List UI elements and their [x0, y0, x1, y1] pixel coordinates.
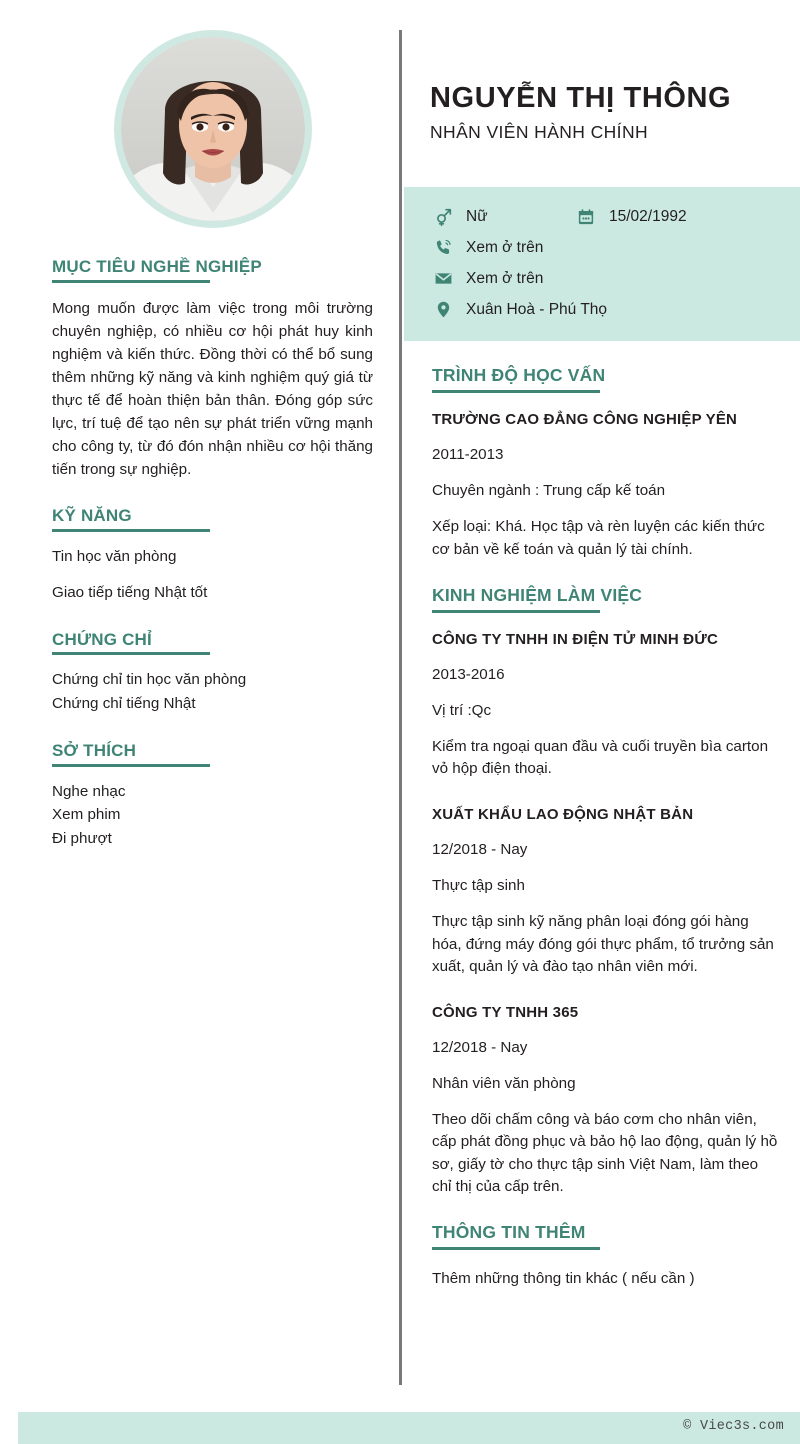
experience-period: 2013-2016	[432, 665, 505, 683]
section-interests-heading: SỞ THÍCH	[52, 741, 137, 760]
contact-birthdate	[575, 208, 687, 226]
experience-period: 12/2018 - Nay	[432, 1038, 528, 1056]
footer-bar	[18, 1412, 800, 1444]
interests-list	[52, 781, 373, 851]
photo-container	[52, 30, 373, 228]
list-item: Xem phim	[52, 806, 121, 824]
contact-row	[404, 294, 800, 325]
left-column	[0, 0, 399, 1444]
contact-row	[404, 201, 800, 232]
section-skills-rule	[52, 529, 210, 532]
contact-birthdate-value: 15/02/1992	[609, 207, 687, 225]
section-certificates-heading: CHỨNG CHỈ	[52, 629, 152, 649]
section-additional-heading: THÔNG TIN THÊM	[432, 1222, 586, 1243]
phone-icon	[432, 238, 454, 257]
list-item: Chứng chỉ tin học văn phòng	[52, 671, 247, 689]
footer-credit: © Viec3s.com	[683, 1419, 784, 1434]
education-school: TRƯỜNG CAO ĐẲNG CÔNG NGHIỆP YÊN	[432, 411, 738, 429]
skills-list	[52, 546, 373, 605]
section-experience	[404, 585, 800, 1199]
experience-company: XUẤT KHẨU LAO ĐỘNG NHẬT BẢN	[432, 806, 694, 824]
section-education-heading: TRÌNH ĐỘ HỌC VẤN	[432, 365, 606, 386]
experience-entry	[404, 1004, 800, 1198]
right-column	[404, 0, 800, 1444]
education-entry	[404, 411, 800, 561]
section-objective	[52, 258, 373, 481]
contact-row	[404, 232, 800, 263]
column-divider	[399, 30, 402, 1385]
contact-row	[404, 263, 800, 294]
page-title: NGUYỄN THỊ THÔNG	[430, 82, 732, 114]
section-skills-heading: KỸ NĂNG	[52, 506, 132, 526]
section-certificates-rule	[52, 652, 210, 655]
job-title: NHÂN VIÊN HÀNH CHÍNH	[430, 122, 649, 143]
contact-panel	[404, 187, 800, 341]
name-block	[404, 0, 800, 143]
list-item: Chứng chỉ tiếng Nhật	[52, 695, 196, 713]
experience-description: Theo dõi chấm công và báo cơm cho nhân viên, cấp phát đồng phục và bảo hộ lao động, quản lý hồ sơ, giấy tờ cho thực tập sinh Việt Nam, làm theo chỉ thị của cấp trên.	[432, 1111, 778, 1196]
experience-entry	[404, 631, 800, 781]
experience-period: 12/2018 - Nay	[432, 841, 528, 859]
calendar-icon	[575, 208, 597, 226]
education-period: 2011-2013	[432, 446, 504, 464]
experience-description: Kiểm tra ngoại quan đầu và cuối truyền bìa carton vỏ hộp điện thoại.	[432, 737, 769, 777]
avatar	[114, 30, 312, 228]
section-experience-heading: KINH NGHIỆM LÀM VIỆC	[432, 584, 643, 605]
section-objective-heading: MỤC TIÊU NGHỀ NGHIỆP	[52, 257, 262, 276]
section-additional-rule	[432, 1247, 600, 1250]
contact-address-value: Xuân Hoà - Phú Thọ	[466, 300, 608, 318]
list-item: Nghe nhạc	[52, 782, 126, 800]
list-item: Đi phượt	[52, 830, 112, 848]
section-interests	[52, 742, 373, 851]
email-icon	[432, 269, 454, 288]
contact-gender	[432, 207, 575, 226]
section-certificates	[52, 631, 373, 716]
contact-email	[432, 269, 543, 288]
certificates-list	[52, 669, 373, 716]
section-skills	[52, 507, 373, 604]
list-item: Tin học văn phòng	[52, 548, 177, 566]
section-interests-rule	[52, 764, 210, 767]
experience-role: Nhân viên văn phòng	[432, 1074, 576, 1092]
additional-entry	[404, 1268, 800, 1290]
section-education-rule	[432, 390, 600, 393]
gender-icon	[432, 207, 454, 226]
education-major: Chuyên ngành : Trung cấp kế toán	[432, 482, 666, 500]
contact-gender-value: Nữ	[466, 207, 488, 225]
experience-company: CÔNG TY TNHH 365	[432, 1004, 579, 1022]
contact-phone-value: Xem ở trên	[466, 238, 544, 256]
section-education	[404, 365, 800, 561]
objective-body: Mong muốn được làm việc trong môi trường chuyên nghiệp, có nhiều cơ hội phát huy kinh nghiệm và kiến thức. Đồng thời có thể bổ sung thêm những kỹ năng và kinh nghiệm quý giá từ thực tế để hoàn thiện bản thân. Đóng góp sức lực, trí tuệ để tạo nên sự phát triển vững mạnh cho công ty, từ đó đón nhận nhiều cơ hội thăng tiến trong sự nghiệp.	[52, 299, 373, 479]
section-objective-rule	[52, 280, 210, 283]
contact-email-value: Xem ở trên	[466, 269, 544, 287]
experience-description: Thực tập sinh kỹ năng phân loại đóng gói hàng hóa, đứng máy đóng gói thực phẩm, tổ trưởng sản xuất, quản lý và đào tạo nhân viên mới.	[432, 913, 774, 975]
contact-phone	[432, 238, 543, 257]
experience-role: Vị trí :Qc	[432, 701, 492, 719]
experience-company: CÔNG TY TNHH IN ĐIỆN TỬ MINH ĐỨC	[432, 630, 719, 648]
location-icon	[432, 300, 454, 319]
contact-address	[432, 300, 607, 319]
additional-body: Thêm những thông tin khác ( nếu cần )	[432, 1270, 695, 1288]
experience-role: Thực tập sinh	[432, 877, 525, 895]
section-experience-rule	[432, 610, 600, 613]
section-additional-info	[404, 1222, 800, 1290]
education-description: Xếp loại: Khá. Học tập và rèn luyện các kiến thức cơ bản về kế toán và quản lý tài chính.	[432, 518, 765, 558]
experience-entry	[404, 806, 800, 978]
list-item: Giao tiếp tiếng Nhật tốt	[52, 583, 208, 601]
